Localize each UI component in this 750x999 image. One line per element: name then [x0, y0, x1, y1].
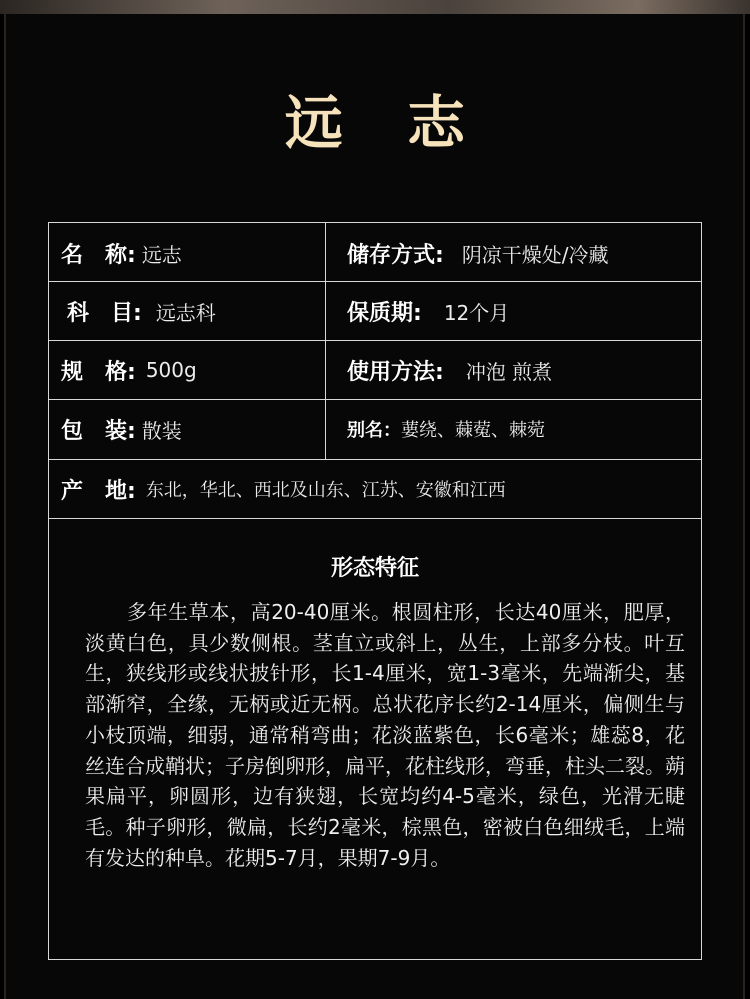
family-label: 科 目:	[67, 300, 142, 326]
spec-value: 500g	[145, 358, 197, 382]
table-divider	[49, 340, 701, 341]
package-value: 散装	[141, 418, 182, 443]
shelf-life-row	[347, 283, 509, 339]
name-row	[61, 225, 182, 281]
origin-row	[61, 461, 506, 517]
origin-value: 东北，华北、西北及山东、江苏、安徽和江西	[145, 480, 506, 501]
alias-row	[347, 401, 545, 457]
storage-label: 储存方式:	[347, 242, 444, 268]
family-row	[67, 283, 216, 339]
table-column-divider	[325, 223, 326, 459]
origin-label: 产 地:	[61, 478, 136, 504]
alias-label: 别名：	[347, 420, 401, 441]
shelf-life-value: 12个月	[443, 300, 510, 325]
usage-value: 冲泡 煎煮	[465, 359, 553, 384]
table-divider	[49, 399, 701, 400]
table-divider	[49, 459, 701, 460]
alias-value: 葽绕、蕀蒬、棘菀	[401, 420, 545, 441]
usage-row	[347, 342, 552, 398]
features-heading: 形态特征	[330, 556, 419, 581]
storage-value: 阴凉干燥处/冷藏	[461, 242, 609, 267]
table-divider	[49, 281, 701, 282]
product-info-table	[48, 222, 702, 960]
package-row	[61, 401, 182, 457]
shelf-life-label: 保质期:	[347, 300, 422, 326]
name-label: 名 称:	[61, 242, 136, 268]
storage-row	[347, 225, 609, 281]
family-value: 远志科	[155, 300, 216, 325]
usage-label: 使用方法:	[347, 359, 444, 385]
page-title: 远 志	[284, 89, 488, 157]
top-decorative-band	[0, 0, 750, 14]
package-label: 包 装:	[61, 418, 136, 444]
name-value: 远志	[141, 242, 182, 267]
spec-label: 规 格:	[61, 359, 136, 385]
table-divider	[49, 518, 701, 519]
features-description: 多年生草本，高20-40厘米。根圆柱形，长达40厘米，肥厚，淡黄白色，具少数侧根。茎直立或斜上，丛生，上部多分枝。叶互生，狭线形或线状披针形，长1-4厘米，宽1-3毫米，先端渐尖，基部渐窄，全缘，无柄或近无柄。总状花序长约2-14厘米，偏侧生与小枝顶端，细弱，通常稍弯曲；花淡蓝紫色，长6毫米；雄蕊8，花丝连合成鞘状；子房倒卵形，扁平，花柱线形，弯垂，柱头二裂。蒴果扁平，卵圆形，边有狭翅，长宽均约4-5毫米，绿色，光滑无睫毛。种子卵形，微扁，长约2毫米，棕黑色，密被白色细绒毛，上端有发达的种阜。花期5-7月，果期7-9月。	[85, 600, 685, 870]
spec-row	[61, 342, 197, 398]
